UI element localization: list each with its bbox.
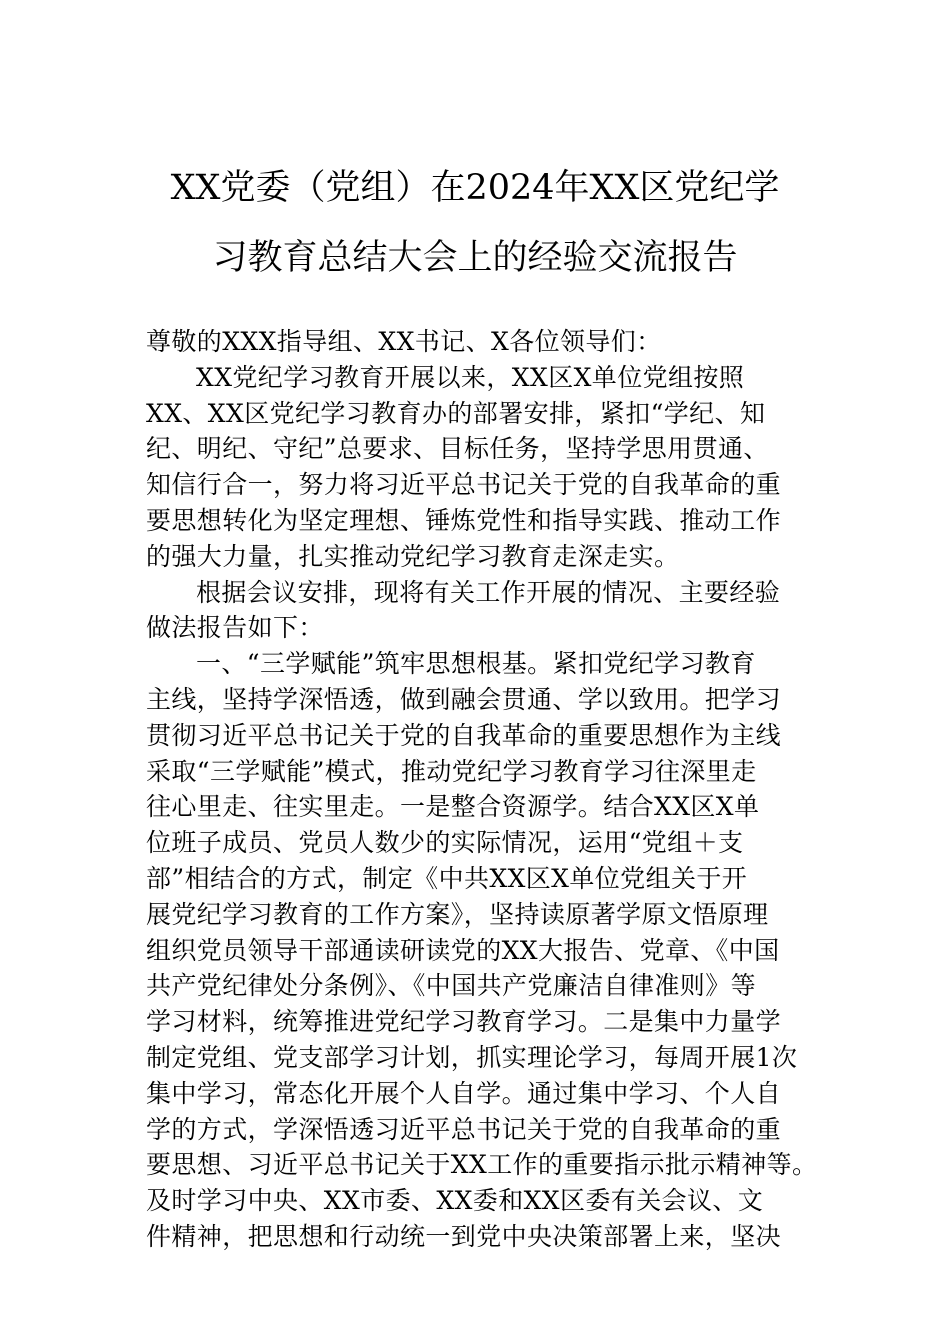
paragraph-line: 学的方式，学深悟透习近平总书记关于党的自我革命的重: [146, 1114, 782, 1144]
paragraph-line: 共产党纪律处分条例》、《中国共产党廉洁自律准则》等: [146, 971, 757, 1001]
document-body: [146, 324, 826, 1255]
paragraph-line: 主线，坚持学深悟透，做到融会贯通、学以致用。把学习: [146, 684, 782, 714]
paragraph-line: 学习材料，统筹推进党纪学习教育学习。二是集中力量学: [146, 1007, 782, 1037]
document-title-line-1: XX党委（党组）在2024年XX区党纪学: [170, 168, 780, 208]
paragraph-line: 件精神，把思想和行动统一到党中央决策部署上来，坚决: [146, 1221, 782, 1251]
paragraph-line: 采取“三学赋能”模式，推动党纪学习教育学习往深里走: [146, 756, 757, 786]
paragraph-line: 要思想、习近平总书记关于XX工作的重要指示批示精神等。: [146, 1150, 818, 1180]
paragraph-line: 尊敬的XXX指导组、XX书记、X各位领导们：: [146, 327, 662, 356]
paragraph-first-line: 一、“三学赋能”筑牢思想根基。紧扣党纪学习教育: [196, 649, 756, 679]
paragraph-line: 部”相结合的方式，制定《中共XX区X单位党组关于开: [146, 863, 748, 893]
paragraph-line: 组织党员领导干部通读研读党的XX大报告、党章、《中国: [146, 935, 780, 965]
document-title-line-2: 习教育总结大会上的经验交流报告: [212, 238, 738, 278]
paragraph-line: 集中学习，常态化开展个人自学。通过集中学习、个人自: [146, 1078, 782, 1108]
paragraph-line: 往心里走、往实里走。一是整合资源学。结合XX区X单: [146, 792, 760, 822]
paragraph-line: 知信行合一，努力将习近平总书记关于党的自我革命的重: [146, 470, 782, 500]
paragraph-line: XX、XX区党纪学习教育办的部署安排，紧扣“学纪、知: [146, 398, 766, 428]
paragraph-line: 制定党组、党支部学习计划，抓实理论学习，每周开展1次: [146, 1042, 798, 1072]
paragraph-line: 展党纪学习教育的工作方案》，坚持读原著学原文悟原理: [146, 899, 769, 929]
paragraph-line: 要思想转化为坚定理想、锤炼党性和指导实践、推动工作: [146, 505, 782, 535]
paragraph-line: 做法报告如下：: [146, 613, 324, 643]
paragraph-first-line: XX党纪学习教育开展以来，XX区X单位党组按照: [196, 362, 745, 392]
paragraph-line: 及时学习中央、XX市委、XX委和XX区委有关会议、文: [146, 1186, 764, 1216]
paragraph-line: 的强大力量，扎实推动党纪学习教育走深走实。: [146, 541, 680, 571]
paragraph-line: 位班子成员、党员人数少的实际情况，运用“党组＋支: [146, 828, 744, 858]
paragraph-line: 纪、明纪、守纪”总要求、目标任务，坚持学思用贯通、: [146, 434, 769, 464]
paragraph-first-line: 根据会议安排，现将有关工作开展的情况、主要经验: [196, 577, 781, 607]
paragraph-line: 贯彻习近平总书记关于党的自我革命的重要思想作为主线: [146, 720, 782, 750]
